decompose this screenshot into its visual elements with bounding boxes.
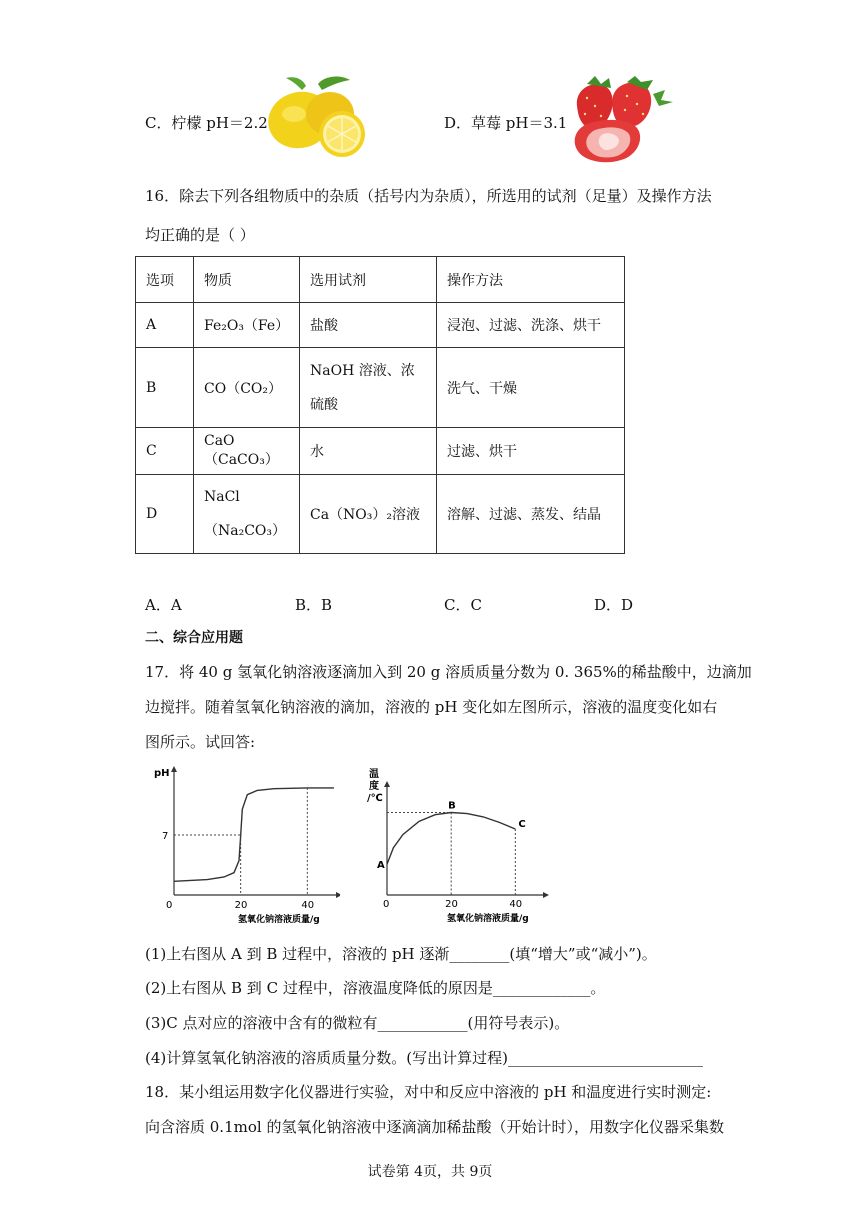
q17-line3: 图所示。试回答:: [145, 733, 256, 751]
row-c-reagent: 水: [300, 428, 437, 475]
ph-xtick-20: 20: [234, 900, 248, 911]
row-a-option: A: [136, 303, 194, 348]
temp-xtick-20: 20: [445, 899, 458, 910]
header-method: 操作方法: [437, 257, 625, 303]
row-c-substance: CaO（CaCO₃）: [194, 428, 300, 475]
table-row: [136, 303, 625, 348]
header-option: 选项: [136, 257, 194, 303]
q16-choice-d: D．D: [594, 596, 634, 614]
header-reagent: 选用试剂: [300, 257, 437, 303]
row-d-option: D: [136, 475, 194, 554]
point-c-label: C: [518, 819, 526, 830]
row-c-method: 过滤、烘干: [437, 428, 625, 475]
point-a-label: A: [377, 860, 385, 872]
ph-x-axis-arrow: [336, 892, 340, 898]
table-header-row: [136, 257, 625, 303]
q17-sub4: (4)计算氢氧化钠溶液的溶质质量分数。(写出计算过程)__________________________: [145, 1049, 703, 1067]
row-d-substance: NaCl（Na₂CO₃）: [194, 475, 300, 554]
row-b-method: 洗气、干燥: [437, 348, 625, 428]
ph-ytick-7: 7: [162, 831, 169, 842]
ph-chart: [150, 760, 340, 930]
row-b-reagent: NaOH 溶液、浓硫酸: [300, 348, 437, 428]
temp-x-axis-arrow: [543, 892, 549, 898]
temperature-chart: [355, 765, 555, 930]
row-d-method: 溶解、过滤、蒸发、结晶: [437, 475, 625, 554]
row-a-reagent: 盐酸: [300, 303, 437, 348]
ph-xaxis-label: 氢氧化钠溶液质量/g: [238, 915, 320, 925]
section-heading: 二、综合应用题: [145, 630, 243, 646]
q18-line1: 18．某小组运用数字化仪器进行实验，对中和反应中溶液的 pH 和温度进行实时测定:: [145, 1083, 712, 1101]
q18-line2: 向含溶质 0.1mol 的氢氧化钠溶液中逐滴滴加稀盐酸（开始计时），用数字化仪器采集数: [145, 1118, 724, 1136]
ph-xtick-40: 40: [301, 900, 315, 911]
row-d-reagent: Ca（NO₃）₂溶液: [300, 475, 437, 554]
q16-stem-line2: 均正确的是（ ）: [145, 226, 255, 244]
q17-line1: 17．将 40 g 氢氧化钠溶液逐滴加入到 20 g 溶质质量分数为 0. 365%的稀盐酸中，边滴加: [145, 663, 752, 681]
row-a-method: 浸泡、过滤、洗涤、烘干: [437, 303, 625, 348]
temp-xtick-0: 0: [383, 899, 390, 910]
temp-y-axis-arrow: [384, 781, 390, 787]
ph-xtick-0: 0: [166, 900, 173, 911]
q17-sub3: (3)C 点对应的溶液中含有的微粒有____________(用符号表示)。: [145, 1014, 570, 1032]
row-a-substance: Fe₂O₃（Fe）: [194, 303, 300, 348]
point-b-label: B: [448, 800, 456, 812]
q17-sub2: (2)上右图从 B 到 C 过程中，溶液温度降低的原因是_____________。: [145, 979, 606, 997]
temp-xtick-40: 40: [509, 899, 523, 910]
q16-stem-line1: 16．除去下列各组物质中的杂质（括号内为杂质），所选用的试剂（足量）及操作方法: [145, 187, 712, 205]
q15-option-d: D．草莓 pH＝3.1: [444, 114, 568, 132]
q16-choice-b: B．B: [295, 596, 333, 614]
table-row: [136, 348, 625, 428]
lemon-image: [258, 74, 368, 160]
page-footer: 试卷第 4页，共 9页: [367, 1164, 493, 1180]
temp-axis-label: 温度/℃: [367, 769, 383, 804]
table-row: [136, 428, 625, 475]
strawberry-image: [557, 76, 681, 164]
q16-choice-a: A．A: [145, 596, 182, 614]
row-b-substance: CO（CO₂）: [194, 348, 300, 428]
q17-line2: 边搅拌。随着氢氧化钠溶液的滴加，溶液的 pH 变化如左图所示，溶液的温度变化如右: [145, 698, 718, 716]
q17-sub1: (1)上右图从 A 到 B 过程中，溶液的 pH 逐渐________(填“增大”或“减小”)。: [145, 945, 657, 963]
row-c-option: C: [136, 428, 194, 475]
temp-xaxis-label: 氢氧化钠溶液质量/g: [447, 914, 529, 924]
table-row: [136, 475, 625, 554]
ph-y-axis-arrow: [171, 766, 177, 772]
q16-choice-c: C．C: [444, 596, 482, 614]
q15-option-c: C．柠檬 pH＝2.2: [145, 114, 268, 132]
q16-options-table: [135, 256, 625, 554]
header-substance: 物质: [194, 257, 300, 303]
ph-axis-label: pH: [154, 768, 170, 779]
row-b-option: B: [136, 348, 194, 428]
